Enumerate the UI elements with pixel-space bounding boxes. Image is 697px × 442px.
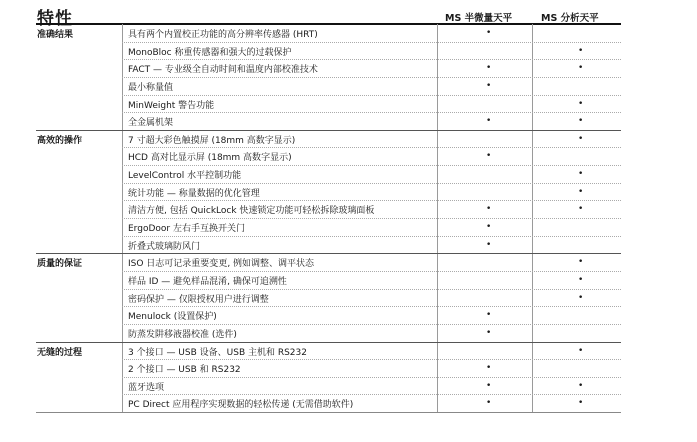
analytical-mark: • bbox=[578, 292, 584, 303]
feature-label: MinWeight 警告功能 bbox=[128, 100, 215, 111]
semi-micro-mark: • bbox=[486, 363, 492, 374]
category-label: 高效的操作 bbox=[37, 135, 83, 146]
semi-micro-mark: • bbox=[486, 151, 492, 162]
semi-micro-mark: • bbox=[486, 116, 492, 127]
row-separator bbox=[122, 324, 621, 325]
feature-label: 2 个接口 — USB 和 RS232 bbox=[128, 365, 241, 376]
row-separator bbox=[122, 77, 621, 78]
analytical-mark: • bbox=[578, 169, 584, 180]
feature-label: 最小称量值 bbox=[128, 82, 174, 93]
feature-label: 统计功能 — 称量数据的优化管理 bbox=[128, 188, 260, 199]
row-separator bbox=[122, 200, 621, 201]
feature-label: 密码保护 — 仅限授权用户进行调整 bbox=[128, 294, 269, 305]
analytical-mark: • bbox=[578, 133, 584, 144]
feature-label: 蓝牙选项 bbox=[128, 382, 165, 393]
column-header-semi-micro: MS 半微量天平 bbox=[445, 13, 513, 24]
row-separator bbox=[122, 147, 621, 148]
feature-label: LevelControl 水平控制功能 bbox=[128, 171, 242, 182]
table-bottom-rule bbox=[36, 412, 621, 413]
feature-label: FACT — 专业级全自动时间和温度内部校准技术 bbox=[128, 65, 318, 76]
semi-micro-mark: • bbox=[486, 222, 492, 233]
analytical-mark: • bbox=[578, 204, 584, 215]
semi-micro-mark: • bbox=[486, 380, 492, 391]
feature-label: 样品 ID — 避免样品混淆, 确保可追溯性 bbox=[128, 276, 287, 287]
feature-label: 全金属机架 bbox=[128, 118, 174, 129]
semi-micro-mark: • bbox=[486, 398, 492, 409]
page-title: 特性 bbox=[37, 9, 73, 29]
semi-micro-mark: • bbox=[486, 327, 492, 338]
row-separator bbox=[122, 359, 621, 360]
analytical-mark: • bbox=[578, 345, 584, 356]
feature-label: 折叠式玻璃防风门 bbox=[128, 241, 201, 252]
row-separator bbox=[122, 95, 621, 96]
feature-label: MonoBloc 称重传感器和强大的过载保护 bbox=[128, 47, 292, 58]
analytical-mark: • bbox=[578, 186, 584, 197]
analytical-mark: • bbox=[578, 257, 584, 268]
semi-micro-mark: • bbox=[486, 63, 492, 74]
semi-micro-mark: • bbox=[486, 310, 492, 321]
category-label: 准确结果 bbox=[37, 30, 74, 40]
feature-label: ISO 日志可记录重要变更, 例如调整、调平状态 bbox=[128, 259, 315, 270]
feature-label: ErgoDoor 左右手互换开关门 bbox=[128, 224, 245, 235]
feature-label: HCD 高对比显示屏 (18mm 高数字显示) bbox=[128, 153, 292, 164]
feature-label: 7 寸超大彩色触摸屏 (18mm 高数字显示) bbox=[128, 135, 296, 146]
feature-label: 清洁方便, 包括 QuickLock 快速锁定功能可轻松拆除玻璃面板 bbox=[128, 206, 375, 217]
analytical-mark: • bbox=[578, 274, 584, 285]
row-separator bbox=[122, 165, 621, 166]
category-label: 质量的保证 bbox=[37, 259, 83, 270]
row-separator bbox=[122, 218, 621, 219]
analytical-mark: • bbox=[578, 63, 584, 74]
group-separator bbox=[36, 342, 621, 343]
feature-label: Menulock (设置保护) bbox=[128, 312, 217, 323]
analytical-mark: • bbox=[578, 380, 584, 391]
row-separator bbox=[122, 289, 621, 290]
analytical-mark: • bbox=[578, 398, 584, 409]
row-separator bbox=[122, 394, 621, 395]
group-separator bbox=[36, 130, 621, 131]
row-separator bbox=[122, 377, 621, 378]
analytical-mark: • bbox=[578, 98, 584, 109]
semi-micro-mark: • bbox=[486, 239, 492, 250]
row-separator bbox=[122, 59, 621, 60]
feature-label: 3 个接口 — USB 设备、USB 主机和 RS232 bbox=[128, 347, 307, 358]
column-header-analytical: MS 分析天平 bbox=[541, 13, 599, 24]
analytical-mark: • bbox=[578, 116, 584, 127]
row-separator bbox=[122, 183, 621, 184]
row-separator bbox=[122, 306, 621, 307]
semi-micro-mark: • bbox=[486, 80, 492, 91]
row-separator bbox=[122, 112, 621, 113]
group-separator bbox=[36, 253, 621, 254]
feature-label: 防蒸发阱移液器校准 (选件) bbox=[128, 329, 237, 340]
feature-label: 具有两个内置校正功能的高分辨率传感器 (HRT) bbox=[128, 30, 318, 40]
row-separator bbox=[122, 42, 621, 43]
analytical-mark: • bbox=[578, 45, 584, 56]
row-separator bbox=[122, 236, 621, 237]
table-top-rule bbox=[36, 23, 621, 25]
feature-label: PC Direct 应用程序实现数据的轻松传递 (无需借助软件) bbox=[128, 400, 354, 411]
category-label: 无缝的过程 bbox=[37, 347, 83, 358]
row-separator bbox=[122, 271, 621, 272]
semi-micro-mark: • bbox=[486, 28, 492, 38]
semi-micro-mark: • bbox=[486, 204, 492, 215]
